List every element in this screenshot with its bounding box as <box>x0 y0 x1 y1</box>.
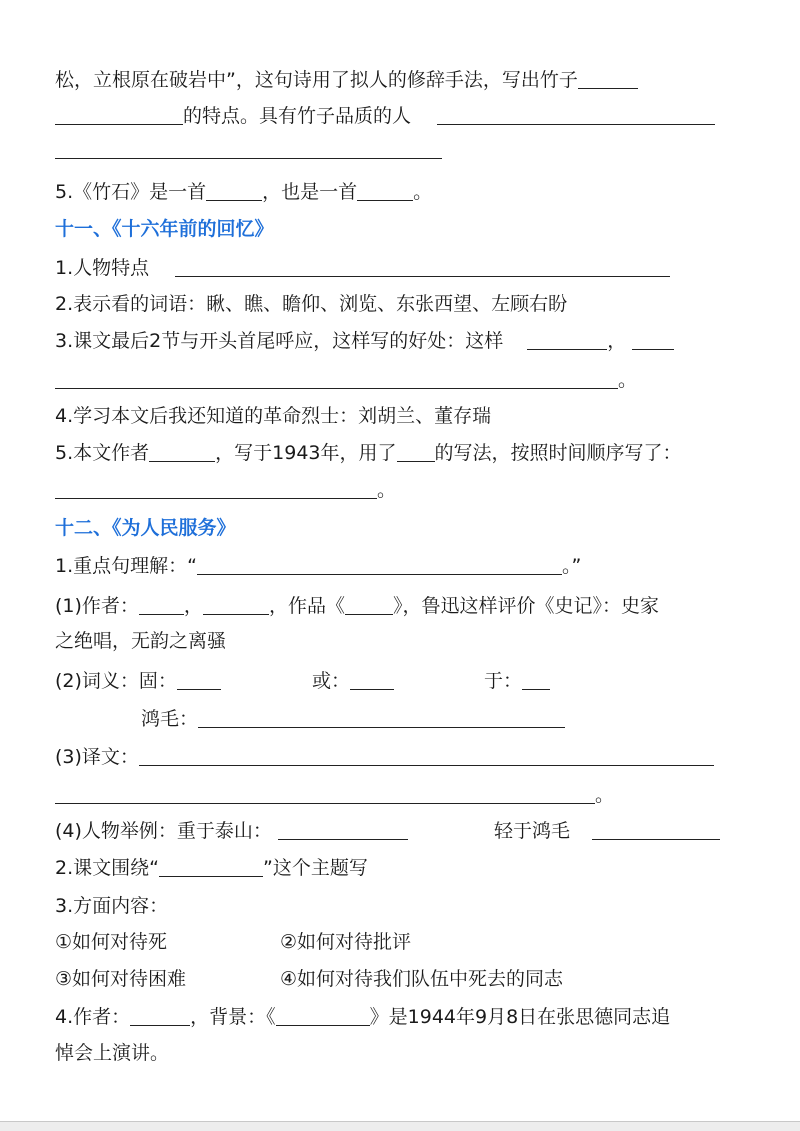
blank <box>206 180 262 201</box>
blank <box>522 669 550 690</box>
blank <box>357 180 413 201</box>
text-line: 悼会上演讲。 <box>55 1042 170 1064</box>
text-line <box>494 818 720 844</box>
text: 1.人物特点 <box>55 257 150 279</box>
text: ”这个主题写 <box>262 857 368 879</box>
blank <box>55 783 595 804</box>
blank <box>278 819 408 840</box>
text: 轻于鸿毛 <box>494 820 571 842</box>
blank <box>437 104 715 125</box>
blank <box>397 441 435 462</box>
blank <box>149 441 215 462</box>
blank <box>592 819 720 840</box>
section-heading: 十一、《十六年前的回忆》 <box>55 218 274 240</box>
blank <box>55 104 183 125</box>
text: 4.作者： <box>55 1006 131 1028</box>
text-line <box>55 477 396 503</box>
text: 。 <box>595 784 615 806</box>
text-line <box>55 328 674 354</box>
text: (1)作者： <box>55 595 139 617</box>
blank <box>130 1005 190 1026</box>
text: 鸿毛： <box>141 708 199 730</box>
blank <box>175 256 670 277</box>
text: ， <box>607 330 627 352</box>
text: 的特点。具有竹子品质的人 <box>183 105 412 127</box>
blank <box>198 707 565 728</box>
blank <box>159 856 263 877</box>
blank <box>276 1005 370 1026</box>
text-line <box>55 255 670 281</box>
text-line <box>55 593 659 619</box>
text: (2)词义：固： <box>55 670 177 692</box>
text: 。” <box>561 555 582 577</box>
text: 5.《竹石》是一首 <box>55 181 207 203</box>
blank <box>139 594 184 615</box>
text-line: 3.方面内容： <box>55 895 169 917</box>
list-item: ④如何对待我们队伍中死去的同志 <box>280 968 564 990</box>
text: 。 <box>413 181 433 203</box>
text: 》是1944年9月8日在张思德同志追 <box>369 1006 671 1028</box>
blank <box>345 594 393 615</box>
text-line <box>55 818 408 844</box>
text: ，背景：《 <box>190 1006 276 1028</box>
text: 。 <box>618 369 638 391</box>
text: ，作品《 <box>268 595 345 617</box>
text-line <box>55 744 714 770</box>
text-line: 2.表示看的词语：瞅、瞧、瞻仰、浏览、东张西望、左顾右盼 <box>55 293 568 315</box>
text-line <box>55 440 682 466</box>
blank <box>177 669 221 690</box>
text: (4)人物举例：重于泰山： <box>55 820 272 842</box>
blank <box>203 594 269 615</box>
section-heading: 十二、《为人民服务》 <box>55 517 236 539</box>
blank <box>55 368 618 389</box>
text-line <box>55 855 368 881</box>
text: 》，鲁迅这样评价《史记》：史家 <box>392 595 659 617</box>
blank <box>139 745 714 766</box>
text: 。 <box>377 479 397 501</box>
text: 5.本文作者 <box>55 442 150 464</box>
text: 或： <box>312 670 351 692</box>
text-line <box>141 706 565 732</box>
text: 3.课文最后2节与开头首尾呼应，这样写的好处：这样 <box>55 330 504 352</box>
text: 的写法，按照时间顺序写了： <box>434 442 682 464</box>
text: 1.重点句理解：“ <box>55 555 197 577</box>
text-line <box>55 1004 670 1030</box>
text-line: 4.学习本文后我还知道的革命烈士：刘胡兰、董存瑞 <box>55 405 492 427</box>
blank <box>527 329 607 350</box>
text-line <box>484 668 550 694</box>
text-line <box>312 668 394 694</box>
text-line <box>55 179 432 205</box>
blank <box>55 478 377 499</box>
text: 于： <box>484 670 523 692</box>
text: ， <box>183 595 203 617</box>
text-line <box>55 67 638 93</box>
text: ，写于1943年，用了 <box>215 442 397 464</box>
list-item: ③如何对待困难 <box>55 968 187 990</box>
text: ，也是一首 <box>262 181 358 203</box>
blank <box>578 68 638 89</box>
text-line <box>55 782 614 808</box>
text-line <box>55 668 221 694</box>
text-line <box>55 553 581 579</box>
blank <box>632 329 674 350</box>
text-line <box>55 103 715 129</box>
blank <box>350 669 394 690</box>
list-item: ①如何对待死 <box>55 931 168 953</box>
text: 松，立根原在破岩中”，这句诗用了拟人的修辞手法，写出竹子 <box>55 69 578 91</box>
blank <box>197 554 562 575</box>
list-item: ②如何对待批评 <box>280 931 412 953</box>
text: 2.课文围绕“ <box>55 857 159 879</box>
text: (3)译文： <box>55 746 139 768</box>
blank-line <box>55 158 442 159</box>
text-line: 之绝唱，无韵之离骚 <box>55 630 227 652</box>
text-line <box>55 367 637 393</box>
